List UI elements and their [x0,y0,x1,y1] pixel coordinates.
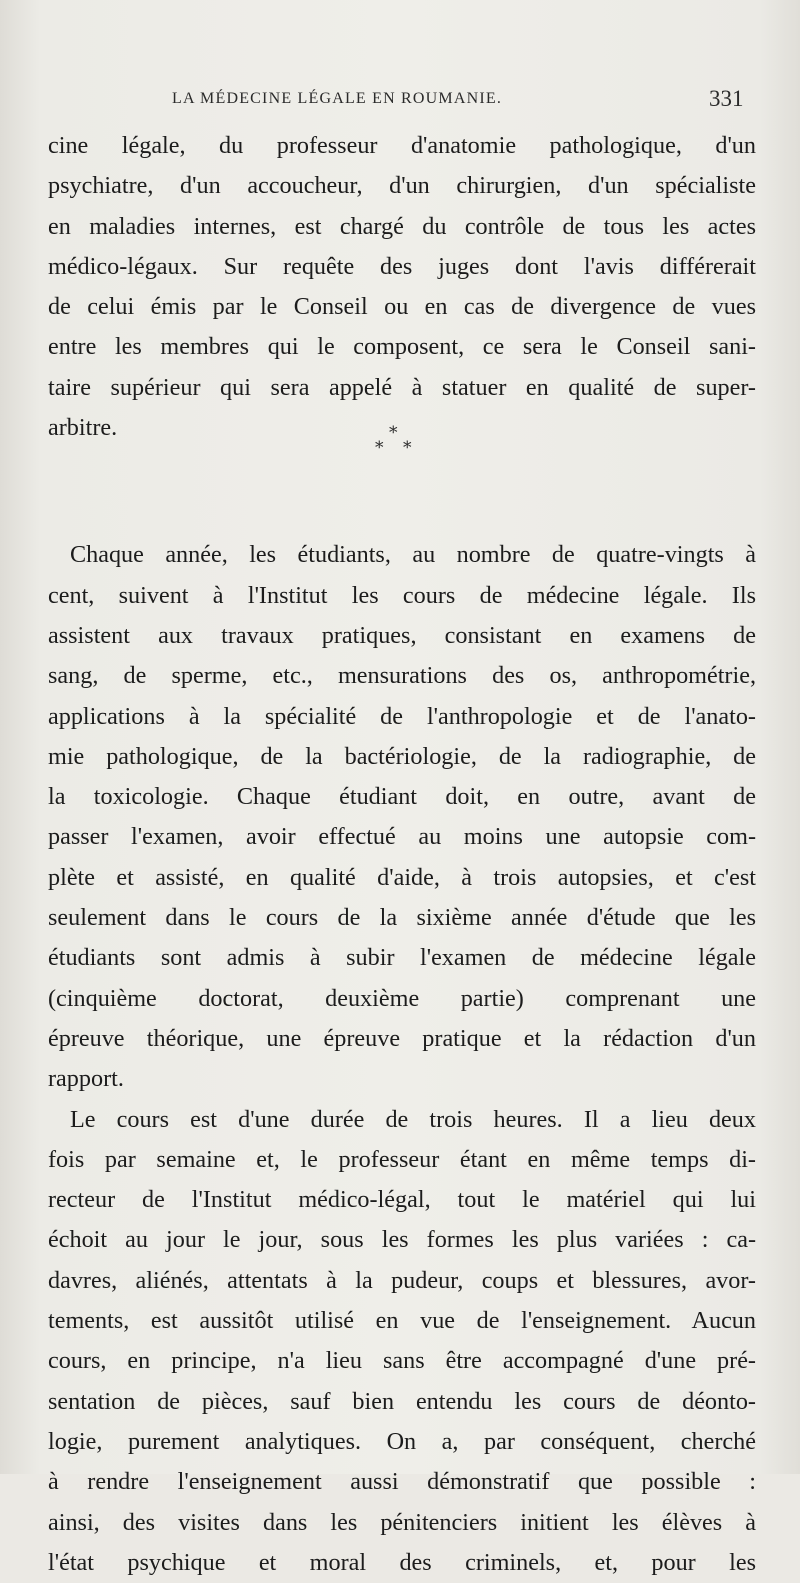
text-line: recteur de l'Institut médico-légal, tout le matériel qui lui [48,1186,756,1214]
text-line: de celui émis par le Conseil ou en cas de divergence de vues [48,293,756,321]
text-line: taire supérieur qui sera appelé à statuer en qualité de super- [48,373,756,401]
text-line: davres, aliénés, attentats à la pudeur, coups et blessures, avor- [48,1266,756,1294]
text-line: assistent aux travaux pratiques, consistant en examens de [48,621,756,649]
running-head: LA MÉDECINE LÉGALE EN ROUMANIE. [172,90,503,107]
text-line: la toxicologie. Chaque étudiant doit, en outre, avant de [48,783,756,811]
text-line: sang, de sperme, etc., mensurations des os, anthropométrie, [48,662,756,690]
text-line: en maladies internes, est chargé du contrôle de tous les actes [48,212,756,240]
text-line: seulement dans le cours de la sixième année d'étude que les [48,904,756,932]
text-line: entre les membres qui le composent, ce sera le Conseil sani- [48,333,756,361]
text-line: tements, est aussitôt utilisé en vue de l'enseignement. Aucun [48,1307,756,1335]
asterisk-left: * [375,438,384,458]
text-line: fois par semaine et, le professeur étant en même temps di- [48,1145,756,1173]
text-line: cent, suivent à l'Institut les cours de médecine légale. Ils [48,581,756,609]
page-number: 331 [709,86,744,111]
text-line: psychiatre, d'un accoucheur, d'un chirurgien, d'un spécialiste [48,172,756,200]
text-line: sentation de pièces, sauf bien entendu les cours de déonto- [48,1387,756,1415]
text-line: logie, purement analytiques. On a, par conséquent, cherché [48,1427,756,1455]
text-line: mie pathologique, de la bactériologie, de la radiographie, de [48,742,756,770]
paragraph-1 [48,126,756,448]
text-line: applications à la spécialité de l'anthropologie et de l'anato- [48,702,756,730]
text-line: ainsi, des visites dans les pénitenciers initient les élèves à [48,1508,756,1536]
text-line: échoit au jour le jour, sous les formes les plus variées : ca- [48,1226,756,1254]
text-line: cours, en principe, n'a lieu sans être accompagné d'une pré- [48,1347,756,1375]
text-line: plète et assisté, en qualité d'aide, à trois autopsies, et c'est [48,863,756,891]
body-text [48,126,756,1583]
text-line: à rendre l'enseignement aussi démonstratif que possible : [48,1468,756,1496]
paragraph-2 [48,535,756,1099]
separator-gap [48,488,756,535]
text-line: passer l'examen, avoir effectué au moins une autopsie com- [48,823,756,851]
asterisk-top: * [389,423,398,443]
text-line: Le cours est d'une durée de trois heures. Il a lieu deux [70,1105,756,1133]
text-line: médico-légaux. Sur requête des juges dont l'avis différerait [48,252,756,280]
text-line: Chaque année, les étudiants, au nombre de quatre-vingts à [70,541,756,569]
asterisk-right: * [403,438,412,458]
text-line: cine légale, du professeur d'anatomie pathologique, d'un [48,132,756,159]
paragraph-3 [48,1100,756,1583]
text-line: l'état psychique et moral des criminels, et, pour les [48,1548,756,1576]
text-line: étudiants sont admis à subir l'examen de médecine légale [48,944,756,972]
text-line: rapport. [48,1065,124,1093]
separator-gap [48,448,756,488]
text-line: (cinquième doctorat, deuxième partie) comprenant une [48,984,756,1012]
text-line: arbitre. [48,414,118,442]
text-line: épreuve théorique, une épreuve pratique et la rédaction d'un [48,1024,756,1052]
